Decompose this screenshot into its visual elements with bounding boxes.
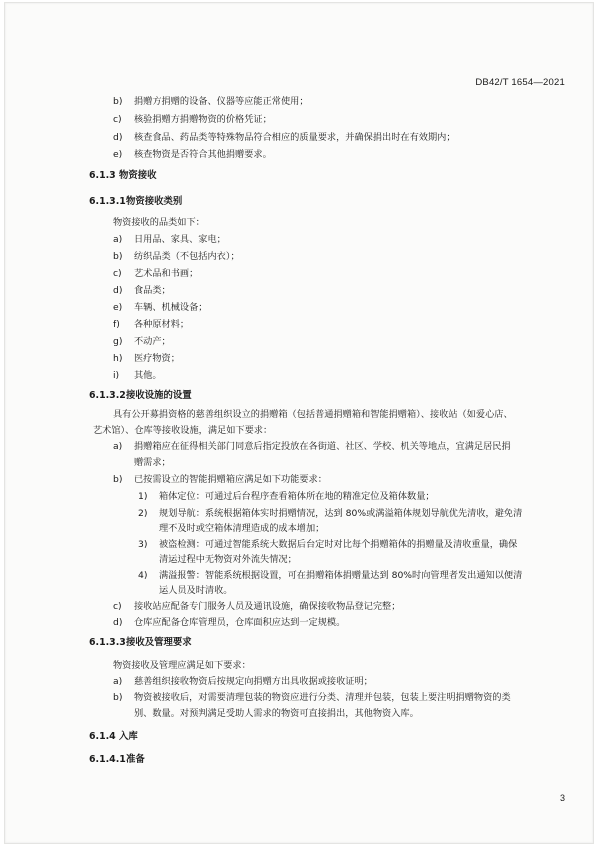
- document-number: DB42/T 1654—2021: [475, 77, 565, 88]
- sub-list-item: 4) 满溢报警：智能系统根据设置，可在捐赠箱体捐赠量达到 80%时向管理者发出通知以便清: [138, 570, 523, 581]
- list-item: c) 核验捐赠方捐赠物资的价格凭证；: [113, 114, 272, 125]
- list-item: f) 各种原材料；: [113, 319, 190, 330]
- paragraph-line: 具有公开募捐资格的慈善组织设立的捐赠箱（包括普通捐赠箱和智能捐赠箱）、接收站（如爱心店、: [113, 409, 513, 420]
- list-item: d) 食品类；: [113, 285, 171, 296]
- page-number: 3: [559, 793, 565, 803]
- list-item: g) 不动产；: [113, 336, 171, 347]
- list-item: a) 慈善组织接收物资后按规定向捐赠方出具收据或接收证明；: [113, 676, 373, 687]
- section-heading-6-1-3-1: 6.1.3.1物资接收类别: [89, 196, 183, 207]
- document-page: [4, 2, 594, 844]
- list-item: b) 纺织品类（不包括内衣）；: [113, 251, 240, 262]
- list-item: d) 仓库应配备仓库管理员，仓库面积应达到一定规模。: [113, 617, 346, 628]
- section-heading-6-1-3-2: 6.1.3.2接收设施的设置: [89, 390, 192, 401]
- list-item-continuation: 别、数量。对预判满足受助人需求的物资可直接捐出，其他物资入库。: [134, 708, 419, 719]
- list-item: c) 接收站应配备专门服务人员及通讯设施，确保接收物品登记完整；: [113, 601, 401, 612]
- paragraph: 物资接收的品类如下：: [113, 217, 205, 228]
- section-heading-6-1-4: 6.1.4 入库: [89, 731, 138, 742]
- list-item: e) 车辆、机械设备；: [113, 302, 208, 313]
- list-item: b) 物资被接收后，对需要清理包装的物资应进行分类、清理并包装，包装上要注明捐赠物资的类: [113, 692, 511, 703]
- list-item: d) 核查食品、药品类等特殊物品符合相应的质量要求，并确保捐出时在有效期内；: [113, 132, 456, 143]
- sub-list-item: 1) 箱体定位：可通过后台程序查看箱体所在地的精准定位及箱体数量；: [138, 491, 435, 502]
- sub-list-item-continuation: 清运过程中无物资对外流失情况；: [159, 554, 297, 565]
- sub-list-item-continuation: 运人员及时清收。: [159, 585, 233, 596]
- list-item: a) 捐赠箱应在征得相关部门同意后指定投放在各街道、社区、学校、机关等地点，宜满足居民捐: [113, 441, 511, 452]
- list-item: e) 核查物资是否符合其他捐赠要求。: [113, 149, 272, 160]
- section-heading-6-1-4-1: 6.1.4.1准备: [89, 754, 145, 765]
- paragraph-line: 艺术馆）、仓库等接收设施，满足如下要求：: [93, 425, 273, 436]
- section-heading-6-1-3-3: 6.1.3.3接收及管理要求: [89, 637, 192, 648]
- list-item-continuation: 赠需求；: [134, 457, 171, 468]
- sub-list-item: 3) 被盗检测：可通过智能系统大数据后台定时对比每个捐赠箱体的捐赠量及清收重量，确保: [138, 539, 518, 550]
- list-item: b) 捐赠方捐赠的设备、仪器等应能正常使用；: [113, 96, 309, 107]
- paragraph: 物资接收及管理应满足如下要求：: [113, 660, 251, 671]
- list-item: b) 已按需设立的智能捐赠箱应满足如下功能要求：: [113, 474, 327, 485]
- list-item: c) 艺术品和书画；: [113, 268, 199, 279]
- list-item: a) 日用品、家具、家电；: [113, 234, 226, 245]
- list-item: i) 其他。: [113, 370, 162, 381]
- list-item: h) 医疗物资；: [113, 353, 180, 364]
- sub-list-item-continuation: 理不及时或空箱体清理造成的成本增加；: [159, 523, 325, 534]
- section-heading-6-1-3: 6.1.3 物资接收: [89, 170, 157, 181]
- sub-list-item: 2) 规划导航：系统根据箱体实时捐赠情况，达到 80%或满溢箱体规划导航优先清收，避免清: [138, 508, 523, 519]
